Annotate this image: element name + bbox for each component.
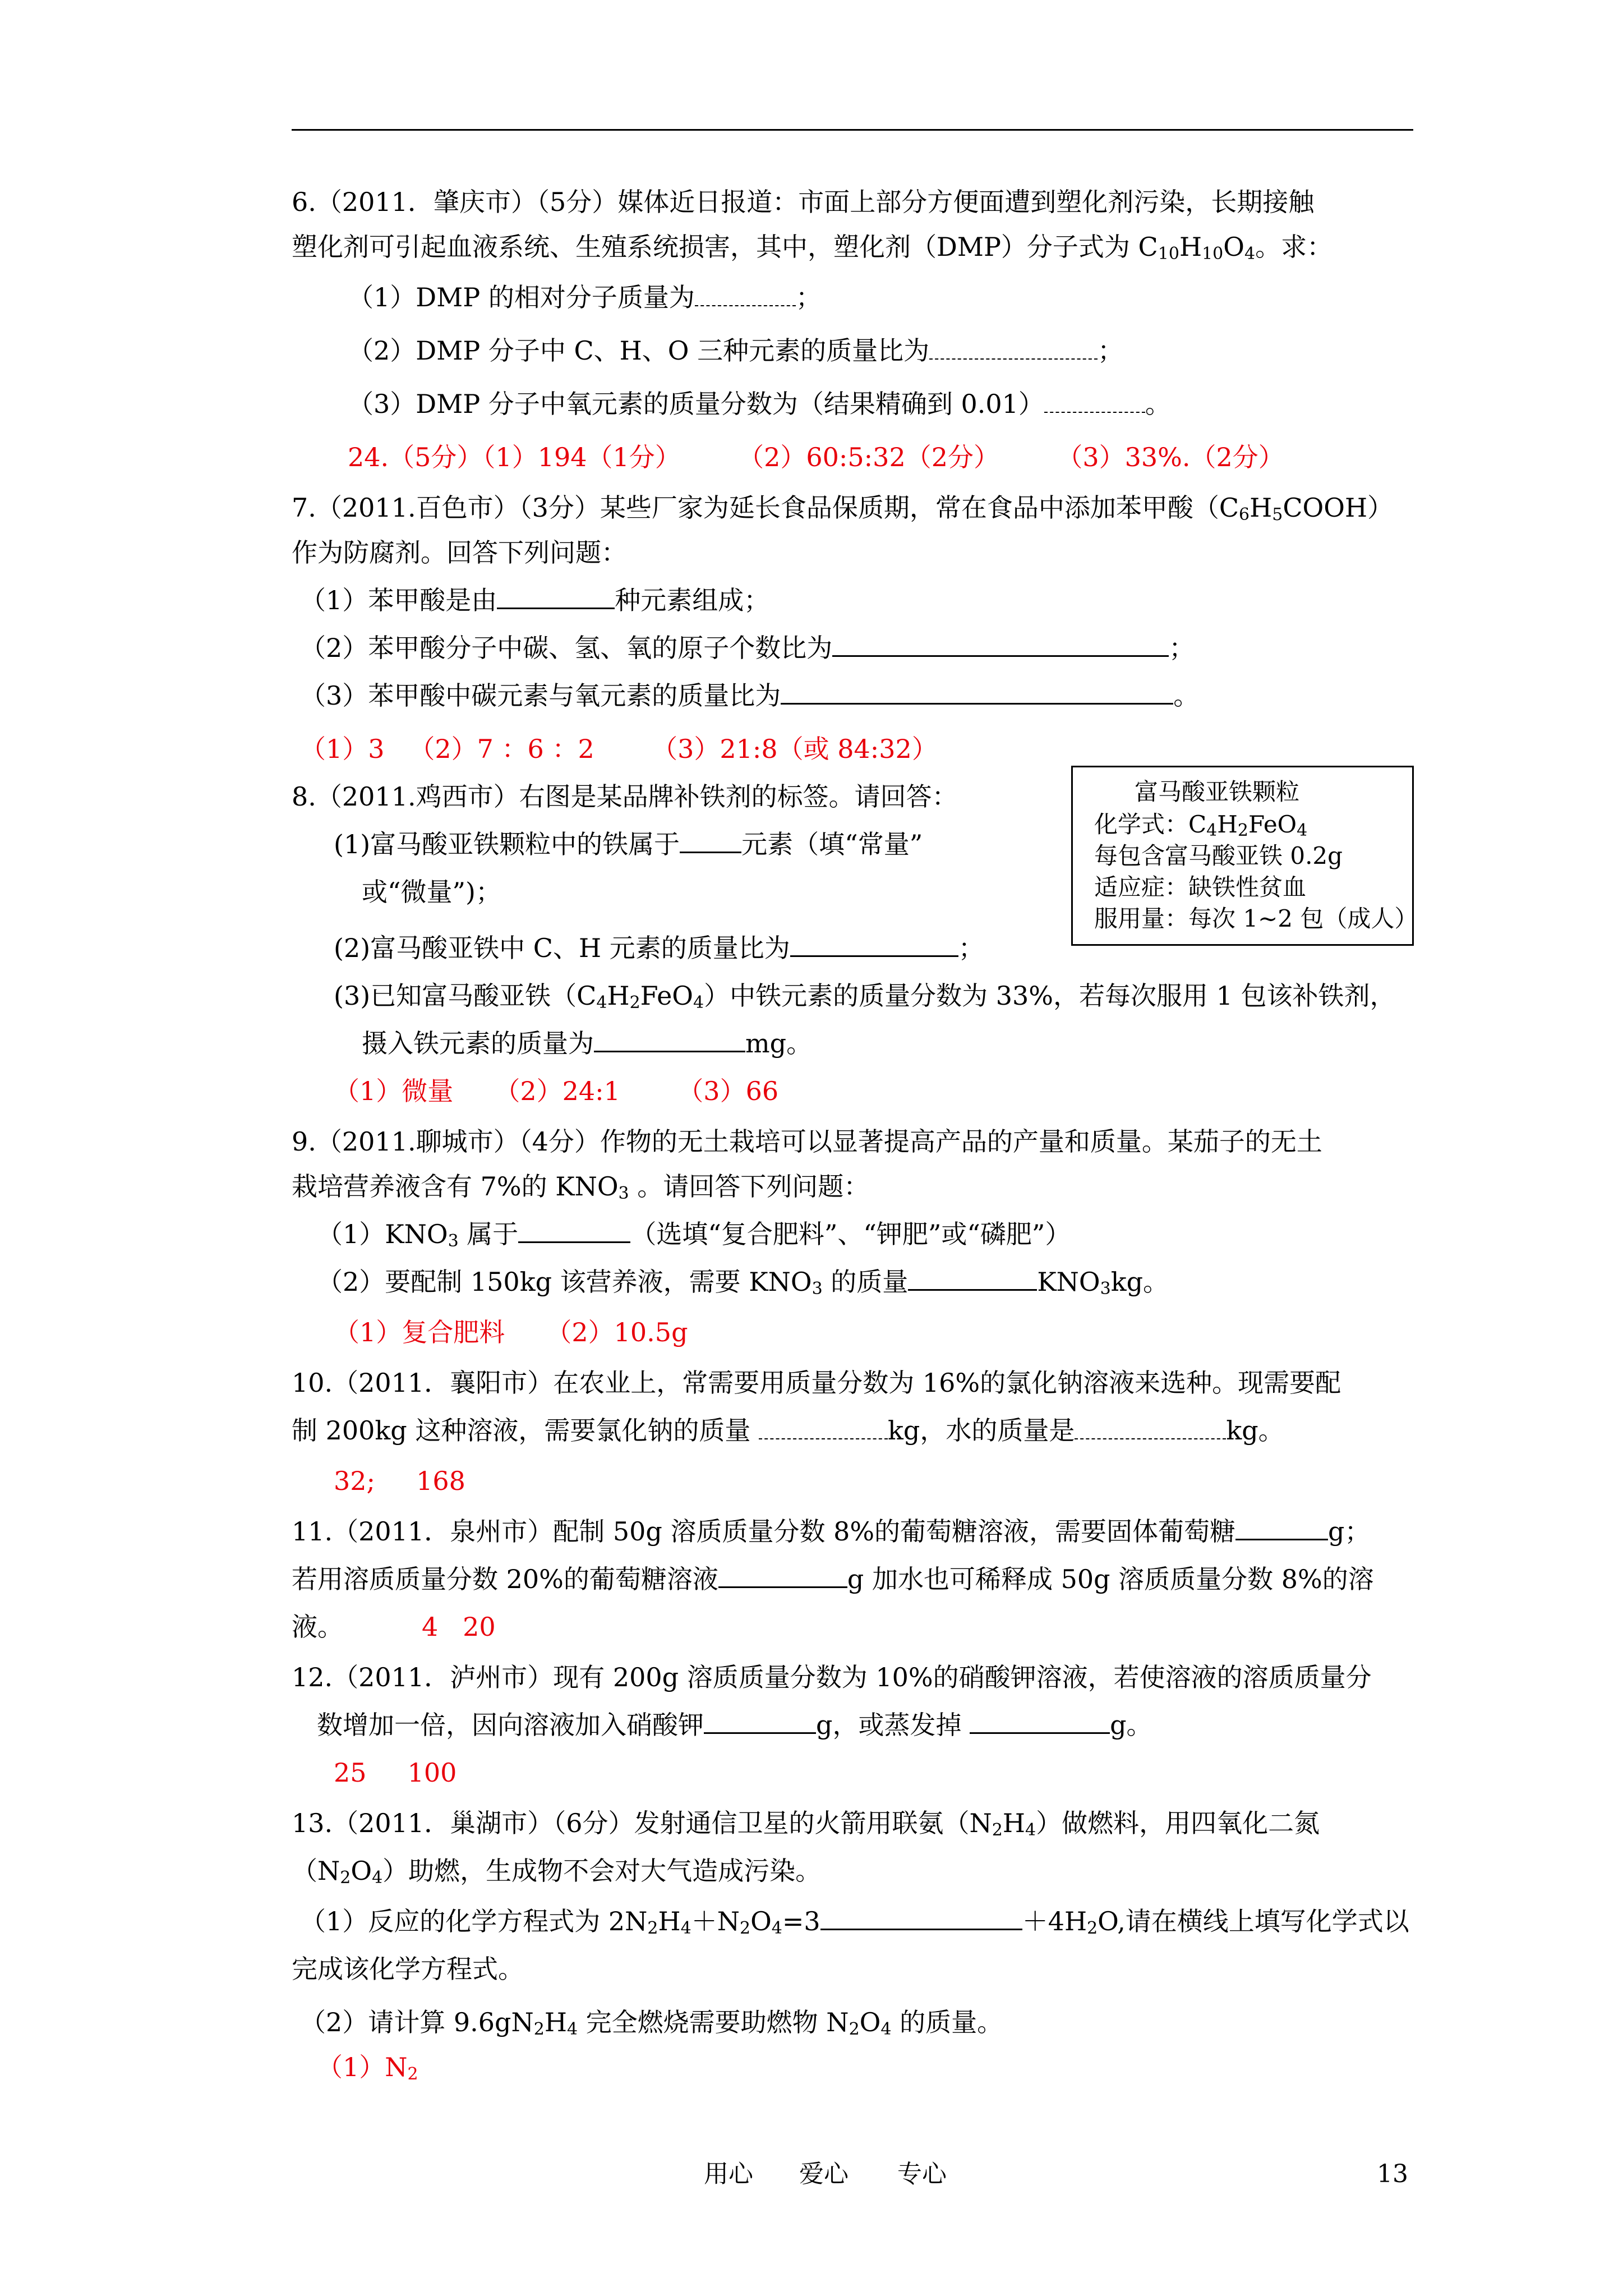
- q11-line-3: 液。 4 20: [292, 1612, 496, 1642]
- answer-blank: [1075, 1416, 1226, 1439]
- q7-part-2: （2）苯甲酸分子中碳、氢、氧的原子个数比为 ；: [300, 633, 1195, 663]
- q12-line-1: 12.（2011．泸州市）现有 200g 溶质质量分数为 10%的硝酸钾溶液，若使溶液的溶质质量分: [292, 1662, 1372, 1692]
- q9-line-1: 9.（2011.聊城市）（4分）作物的无土栽培可以显著提高产品的产量和质量。某茄子的无土: [292, 1126, 1322, 1157]
- q10-line-1: 10.（2011．襄阳市）在农业上，常需要用质量分数为 16%的氯化钠溶液来选种。现需要配: [292, 1368, 1341, 1398]
- q6-part-3: （3）DMP 分子中氧元素的质量分数为（结果精确到 0.01） 。: [348, 389, 1171, 419]
- answer-blank: [790, 933, 958, 957]
- header-rule: [292, 129, 1413, 131]
- label-formula: 化学式：$C_4H_2FeO_4$: [1094, 811, 1308, 840]
- q10-answer: 32; 168: [334, 1466, 465, 1496]
- footer-motto-1: 用心: [704, 2160, 753, 2188]
- answer-blank: [680, 829, 741, 853]
- q10-line-2: 制 200kg 这种溶液，需要氯化钠的质量 kg，水的质量是 kg。: [292, 1415, 1284, 1446]
- q8-part-1-cont: 或“微量”)；: [362, 877, 501, 907]
- answer-blank: [718, 1564, 847, 1588]
- answer-blank: [781, 680, 1173, 705]
- q8-part-3: (3)已知富马酸亚铁$(C_4H_2FeO_4)$中铁元素的质量分数为 33%，若每次服用 1 包该补铁剂，: [334, 981, 1396, 1013]
- q7-line-1: 7.（2011.百色市）（3分）某些厂家为延长食品保质期，常在食品中添加苯甲酸$(C_6H_5COOH)$: [292, 493, 1394, 524]
- q13-part-1-cont: 完成该化学方程式。: [292, 1954, 524, 1984]
- answer-blank: [832, 633, 1169, 657]
- answer-blank: [820, 1906, 1022, 1930]
- q9-part-2: （2）要配制 150kg 该营养液，需要 $KNO_3$ 的质量 $KNO_3kg$。: [317, 1267, 1169, 1299]
- q9-line-2: 栽培营养液含有 7%的 $KNO_3$ 。请回答下列问题：: [292, 1171, 870, 1203]
- label-title: 富马酸亚铁颗粒: [1135, 778, 1300, 806]
- q13-line-1: 13.（2011．巢湖市）（6分）发射通信卫星的火箭用联氨$(N_2H_4)$做燃料，用四氧化二氮: [292, 1808, 1320, 1840]
- q6-part-1: （1）DMP 的相对分子质量为 ；: [348, 282, 822, 312]
- q13-part-1: （1）反应的化学方程式为 $2N_2H_4+N_2O_4=3 +4H_2O$,请在横线上填写化学式以: [300, 1906, 1409, 1938]
- q6-line-1: 6.（2011．肇庆市）（5分）媒体近日报道：市面上部分方便面遭到塑化剂污染，长期接触: [292, 187, 1315, 217]
- answer-blank: [970, 1710, 1110, 1734]
- answer-blank: [695, 283, 796, 306]
- q7-part-3: （3）苯甲酸中碳元素与氧元素的质量比为 。: [300, 680, 1200, 711]
- q6-line-2: 塑化剂可引起血液系统、生殖系统损害，其中，塑化剂（DMP）分子式为 $C_{10}H_{10}O_4$。求：: [292, 232, 1333, 264]
- answer-blank: [1235, 1516, 1328, 1540]
- q6-answer: 24.（5分）（1）194（1分） （2）60:5:32（2分） （3）33%.（2分）: [348, 442, 1284, 472]
- q7-answer: （1）3 （2）7 ：6 ：2 （3）21:8（或 84:32）: [300, 734, 938, 764]
- q13-line-2: $(N_2O_4)$助燃，生成物不会对大气造成污染。: [292, 1856, 822, 1888]
- q12-line-2: 数增加一倍，因向溶液加入硝酸钾 g，或蒸发掉 g。: [317, 1710, 1152, 1740]
- q12-answer: 25 100: [334, 1757, 457, 1788]
- answer-blank: [497, 585, 615, 609]
- q8-part-2: (2)富马酸亚铁中 C、H 元素的质量比为 ；: [334, 933, 984, 963]
- q8-part-3-cont: 摄入铁元素的质量为 mg。: [362, 1028, 813, 1059]
- answer-blank: [704, 1710, 816, 1734]
- label-dosage: 服用量：每次 1~2 包（成人）: [1094, 905, 1418, 932]
- q11-answer: 4 20: [422, 1612, 496, 1642]
- q11-line-2: 若用溶质质量分数 20%的葡萄糖溶液 g 加水也可稀释成 50g 溶质质量分数 8%的溶: [292, 1564, 1374, 1594]
- answer-blank: [929, 336, 1098, 360]
- q11-line-1: 11.（2011．泉州市）配制 50g 溶质质量分数 8%的葡萄糖溶液，需要固体葡萄糖 g；: [292, 1516, 1371, 1547]
- label-indication: 适应症：缺铁性贫血: [1094, 873, 1307, 901]
- q8-answer: （1）微量 （2）24:1 （3）66: [334, 1076, 779, 1106]
- supplement-label-box: [1071, 766, 1418, 946]
- q7-line-2: 作为防腐剂。回答下列问题：: [292, 537, 627, 568]
- q9-part-1: $(1)KNO_3$ 属于 （选填“复合肥料”、“钾肥”或“磷肥”）: [317, 1219, 1071, 1251]
- q13-part-2: （2）请计算 $9.6gN_2H_4$ 完全燃烧需要助燃物 $N_2O_4$ 的质量。: [300, 2007, 1003, 2039]
- answer-blank: [1044, 389, 1145, 413]
- q6-part-2: （2）DMP 分子中 C、H、O 三种元素的质量比为 ；: [348, 335, 1124, 366]
- q8-line-1: 8.（2011.鸡西市）右图是某品牌补铁剂的标签。请回答：: [292, 781, 958, 812]
- answer-blank: [908, 1267, 1037, 1291]
- q9-answer: （1）复合肥料 （2）10.5g: [334, 1317, 688, 1347]
- answer-blank: [518, 1219, 630, 1243]
- q13-answer: $(1)N_2$: [317, 2052, 418, 2084]
- page-number: 13: [1377, 2160, 1408, 2188]
- label-dose: 每包含富马酸亚铁 0.2g: [1094, 842, 1343, 869]
- footer-motto-3: 专心: [897, 2160, 947, 2188]
- answer-blank: [759, 1416, 888, 1439]
- q8-part-1: (1)富马酸亚铁颗粒中的铁属于 元素（填“常量”: [334, 829, 923, 859]
- q7-part-1: （1）苯甲酸是由 种元素组成；: [300, 585, 770, 615]
- answer-blank: [594, 1028, 745, 1052]
- footer-motto-2: 爱心: [799, 2160, 849, 2188]
